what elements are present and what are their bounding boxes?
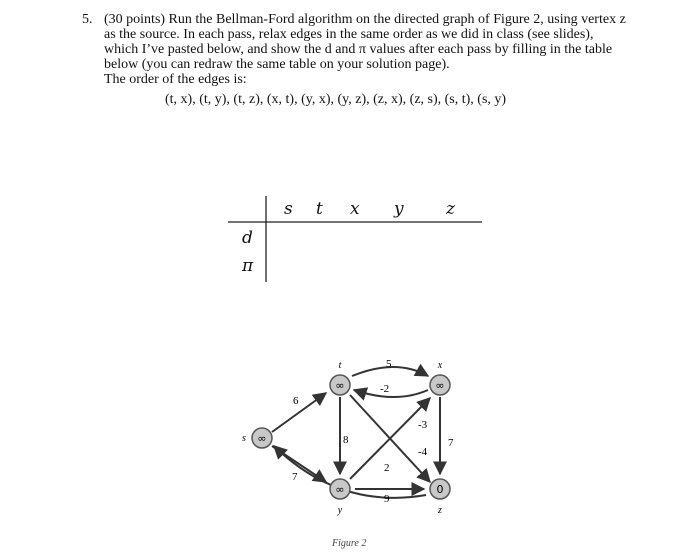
weight-s-y: 7	[292, 471, 298, 483]
node-s	[242, 428, 272, 448]
row-header-pi: π	[242, 256, 254, 276]
weight-t-x: 5	[386, 358, 392, 370]
node-z	[430, 479, 450, 516]
node-x-value: ∞	[435, 379, 445, 392]
problem-line-1: (30 points) Run the Bellman-Ford algorithm on the directed graph of Figure 2, using vertex z	[104, 12, 626, 27]
edge-weight-labels	[292, 358, 454, 505]
node-y	[330, 479, 350, 516]
col-header-z: z	[446, 199, 455, 219]
edge-order-list: (t, x), (t, y), (t, z), (x, t), (y, x), (y, z), (z, x), (z, s), (s, t), (s, y)	[165, 92, 507, 107]
node-x-label: x	[437, 360, 443, 371]
problem-line-4: below (you can redraw the same table on your solution page).	[104, 57, 450, 72]
problem-line-5: The order of the edges is:	[104, 72, 247, 87]
weight-x-z: 7	[448, 437, 454, 449]
edge-t-z	[350, 395, 430, 482]
weight-y-z: 9	[384, 493, 390, 505]
node-t	[330, 360, 350, 395]
weight-s-t: 6	[293, 395, 299, 407]
problem-line-3: which I’ve pasted below, and show the d and π values after each pass by filling in the table	[104, 42, 613, 57]
col-header-x: x	[350, 199, 360, 219]
node-t-label: t	[338, 360, 342, 371]
row-header-d: d	[242, 228, 253, 248]
col-header-t: t	[316, 199, 323, 219]
node-y-label: y	[337, 505, 343, 516]
weight-z-s: 2	[384, 462, 390, 474]
weight-x-t: -2	[380, 383, 390, 395]
edge-x-t	[354, 390, 428, 397]
figure-caption: Figure 2	[332, 538, 367, 549]
weight-t-y: 8	[343, 434, 349, 446]
weight-y-x: -3	[418, 419, 428, 431]
problem-line-2: as the source. In each pass, relax edges in the same order as we did in class (see slides),	[104, 27, 594, 42]
edge-s-t	[272, 393, 326, 432]
node-z-label: z	[438, 505, 442, 516]
node-s-value: ∞	[257, 432, 267, 445]
col-header-s: s	[284, 199, 293, 219]
weight-t-z: -4	[418, 446, 428, 458]
col-header-y: y	[394, 199, 404, 219]
node-t-value: ∞	[335, 379, 345, 392]
node-x	[430, 360, 450, 395]
node-z-value: 0	[436, 483, 444, 496]
problem-number: 5.	[82, 12, 93, 27]
node-y-value: ∞	[335, 483, 345, 496]
node-s-label: s	[242, 433, 246, 444]
